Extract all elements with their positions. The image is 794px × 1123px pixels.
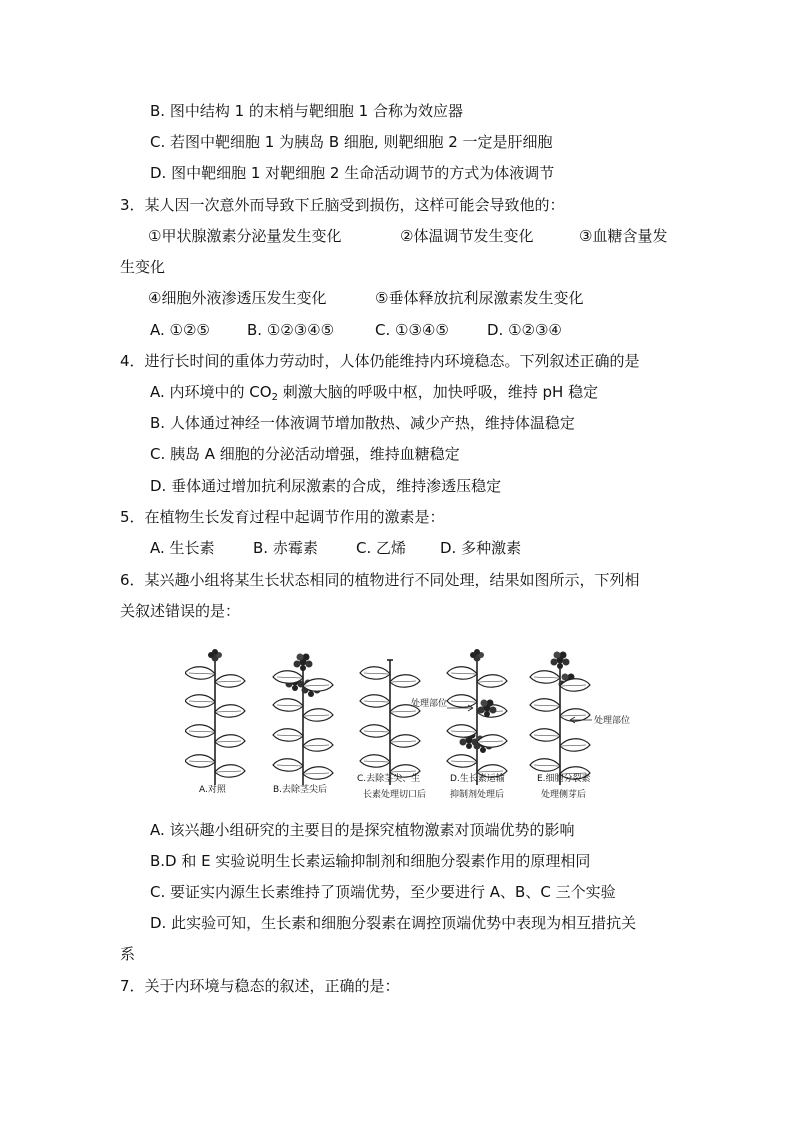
q4-option-c: C. 胰岛 A 细胞的分泌活动增强，维持血糖稳定 bbox=[150, 445, 460, 463]
caption-a: A.对照 bbox=[199, 785, 226, 795]
caption-e-1: E.细胞分裂素 bbox=[537, 774, 591, 784]
treatment-site-label-e: 处理部位 bbox=[594, 716, 631, 726]
q6-option-a: A. 该兴趣小组研究的主要目的是探究植物激素对顶端优势的影响 bbox=[150, 821, 575, 839]
q3-stem: 3．某人因一次意外而导致下丘脑受到损伤，这样可能会导致他的： bbox=[120, 196, 565, 214]
co2-subscript: 2 bbox=[271, 392, 278, 403]
q2-option-c: C. 若图中靶细胞 1 为胰岛 B 细胞, 则靶细胞 2 一定是肝细胞 bbox=[150, 133, 553, 151]
caption-c-1: C.去除茎尖、生 bbox=[357, 774, 421, 784]
q6-stem: 6．某兴趣小组将某生长状态相同的植物进行不同处理，结果如图所示，下列相 bbox=[120, 571, 640, 589]
q3-option-d: D. ①②③④ bbox=[487, 321, 562, 339]
plant-b bbox=[273, 654, 333, 786]
caption-e-2: 处理侧芽后 bbox=[541, 790, 587, 800]
q5-options bbox=[150, 538, 521, 558]
q3-item-5: ⑤垂体释放抗利尿激素发生变化 bbox=[375, 289, 584, 307]
q3-item-4: ④细胞外液渗透压发生变化 bbox=[148, 289, 327, 307]
plant-a bbox=[185, 649, 245, 785]
q3-options bbox=[150, 320, 562, 340]
q4-stem: 4．进行长时间的重体力劳动时，人体仍能维持内环境稳态。下列叙述正确的是 bbox=[120, 352, 640, 370]
q5-option-c: C. 乙烯 bbox=[356, 539, 407, 557]
q3-item-1: ①甲状腺激素分泌量发生变化 bbox=[148, 227, 342, 245]
q3-option-a: A. ①②⑤ bbox=[150, 321, 210, 339]
q5-option-b: B. 赤霉素 bbox=[253, 539, 318, 557]
q6-option-d: D. 此实验可知，生长素和细胞分裂素在调控顶端优势中表现为相互措抗关 bbox=[150, 914, 637, 932]
caption-d-1: D.生长素运输 bbox=[450, 774, 505, 784]
q4-option-a-text: A. 内环境中的 CO bbox=[150, 383, 272, 401]
q4-option-d: D. 垂体通过增加抗利尿激素的合成，维持渗透压稳定 bbox=[150, 477, 502, 495]
q3-item-3: ③血糖含量发 bbox=[579, 227, 668, 245]
caption-b: B.去除茎尖后 bbox=[273, 785, 328, 795]
q4-option-a-text-2: 刺激大脑的呼吸中枢，加快呼吸，维持 pH 稳定 bbox=[277, 383, 599, 401]
q6-option-d-cont: 系 bbox=[120, 945, 136, 963]
q3-item-3-cont: 生变化 bbox=[120, 258, 166, 276]
q6-option-c: C. 要证实内源生长素维持了顶端优势，至少要进行 A、B、C 三个实验 bbox=[150, 883, 616, 901]
q3-option-b: B. ①②③④⑤ bbox=[247, 321, 335, 339]
q4-option-a bbox=[150, 382, 598, 408]
treatment-site-label-d: 处理部位 bbox=[411, 699, 448, 709]
plant-d bbox=[447, 649, 507, 785]
q2-option-b: B. 图中结构 1 的末梢与靶细胞 1 合称为效应器 bbox=[150, 102, 463, 120]
q3-option-c: C. ①③④⑤ bbox=[375, 321, 449, 339]
caption-d-2: 抑制剂处理后 bbox=[450, 790, 505, 800]
caption-c-2: 长素处理切口后 bbox=[363, 790, 427, 800]
q5-option-d: D. 多种激素 bbox=[440, 539, 522, 557]
q5-stem: 5．在植物生长发育过程中起调节作用的激素是： bbox=[120, 508, 445, 526]
plant-experiment-figure bbox=[185, 640, 645, 805]
q2-option-d: D. 图中靶细胞 1 对靶细胞 2 生命活动调节的方式为体液调节 bbox=[150, 164, 555, 182]
plant-c bbox=[360, 660, 420, 785]
q6-stem-cont: 关叙述错误的是： bbox=[120, 602, 241, 620]
q3-item-2: ②体温调节发生变化 bbox=[400, 227, 534, 245]
plant-e bbox=[530, 652, 592, 786]
q5-option-a: A. 生长素 bbox=[150, 539, 215, 557]
q4-option-b: B. 人体通过神经一体液调节增加散热、减少产热，维持体温稳定 bbox=[150, 414, 575, 432]
q7-stem: 7．关于内环境与稳态的叙述，正确的是： bbox=[120, 977, 400, 995]
q6-option-b: B.D 和 E 实验说明生长素运输抑制剂和细胞分裂素作用的原理相同 bbox=[150, 852, 591, 870]
